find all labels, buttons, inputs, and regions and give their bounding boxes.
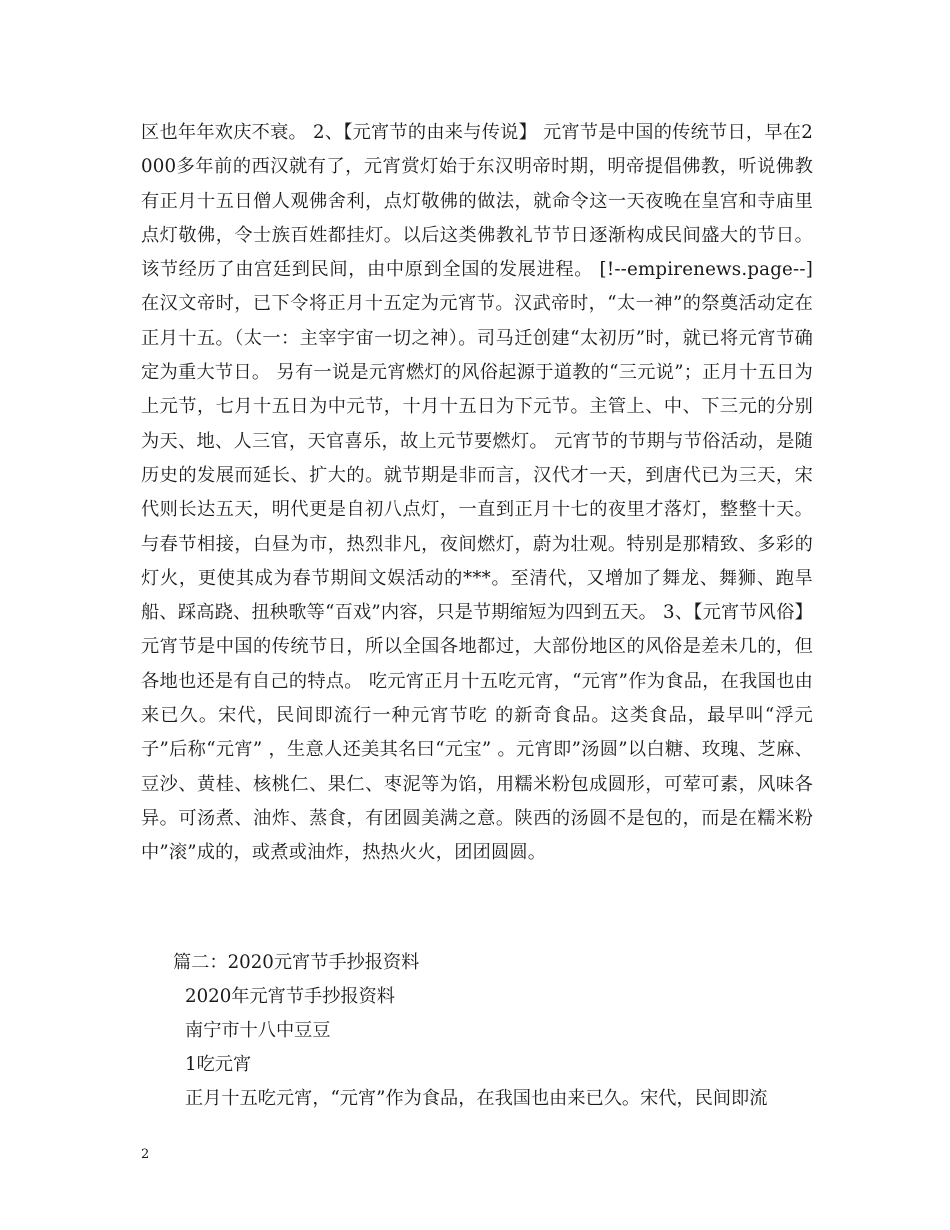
- handout-title: 2020年元宵节手抄报资料: [185, 986, 395, 1007]
- page-number: 2: [141, 1147, 150, 1162]
- author-line: 南宁市十八中豆豆: [185, 1020, 331, 1041]
- section-heading: 篇二：2020元宵节手抄报资料: [173, 952, 420, 973]
- body-paragraph: 区也年年欢庆不衰。 2、【元宵节的由来与传说】 元宵节是中国的传统节日，早在2000多年前的西汉就有了，元宵赏灯始于东汉明帝时期，明帝提倡佛教，听说佛教有正月十五日僧人观佛舍利，点灯敬佛的做法，就命令这一天夜晚在皇宫和寺庙里点灯敬佛，令士族百姓都挂灯。以后这类佛教礼节节日逐渐构成民间盛大的节日。该节经历了由宫廷到民间，由中原到全国的发展进程。 [!--empirenews.page--]在汉文帝时，已下令将正月十五定为元宵节。汉武帝时，“太一神”的祭奠活动定在正月十五。（太一：主宰宇宙一切之神）。司马迁创建“太初历”时，就已将元宵节确定为重大节日。 另有一说是元宵燃灯的风俗起源于道教的“三元说”；正月十五日为上元节，七月十五日为中元节，十月十五日为下元节。主管上、中、下三元的分别为天、地、人三官，天官喜乐，故上元节要燃灯。 元宵节的节期与节俗活动，是随历史的发展而延长、扩大的。就节期是非而言，汉代才一天，到唐代已为三天，宋代则长达五天，明代更是自初八点灯，一直到正月十七的夜里才落灯，整整十天。与春节相接，白昼为市，热烈非凡，夜间燃灯，蔚为壮观。特别是那精致、多彩的灯火，更使其成为春节期间文娱活动的***。至清代，又增加了舞龙、舞狮、跑旱船、踩高跷、扭秧歌等“百戏”内容，只是节期缩短为四到五天。 3、【元宵节风俗】 元宵节是中国的传统节日，所以全国各地都过，大部份地区的风俗是差未几的，但各地也还是有自己的特点。 吃元宵正月十五吃元宵，“元宵”作为食品，在我国也由来已久。宋代，民间即流行一种元宵节吃 的新奇食品。这类食品，最早叫“浮元子”后称“元宵” ，生意人还美其名曰“元宝” 。元宵即”汤圆”以白糖、玫瑰、芝麻、豆沙、黄桂、核桃仁、果仁、枣泥等为馅，用糯米粉包成圆形，可荤可素，风味各异。可汤煮、油炸、蒸食，有团圆美满之意。陕西的汤圆不是包的，而是在糯米粉中”滚”成的，或煮或油炸，热热火火，团团圆圆。: [141, 122, 813, 864]
- body-line: 正月十五吃元宵，“元宵”作为食品，在我国也由来已久。宋代，民间即流: [185, 1088, 768, 1109]
- subsection-heading: 1吃元宵: [185, 1054, 252, 1075]
